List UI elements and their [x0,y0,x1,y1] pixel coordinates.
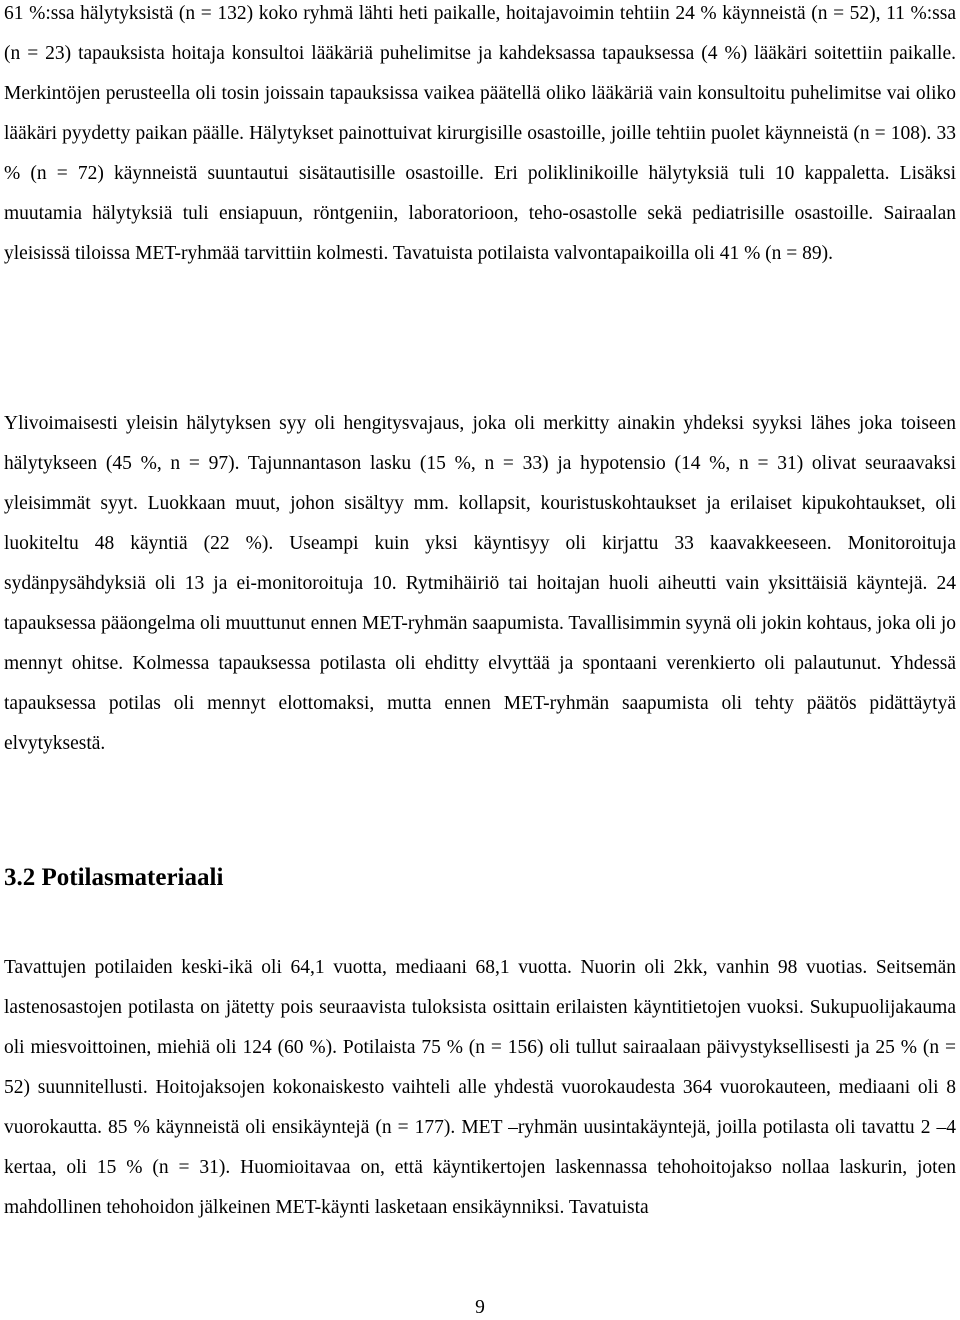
paragraph-patient-material: Tavattujen potilaiden keski-ikä oli 64,1 vuotta, mediaani 68,1 vuotta. Nuorin oli 2kk, vanhin 98 vuotias. Seitsemän lastenosastojen potilasta on jätetty pois seuraavista tuloksista osittain erilaisten käyntitietojen vuoksi. Sukupuolijakauma oli miesvoittoinen, miehiä oli 124 (60 %). Potilaista 75 % (n = 156) oli tullut sairaalaan päivystyksellisesti ja 25 % (n = 52) suunnitellusti. Hoitojaksojen kokonaiskesto vaihteli alle yhdestä vuorokaudesta 364 vuorokauteen, mediaani oli 8 vuorokautta. 85 % käynneistä oli ensikäyntejä (n = 177). MET –ryhmän uusintakäyntejä, joilla potilasta oli tavattu 2 –4 kertaa, oli 15 % (n = 31). Huomioitavaa on, että käyntikertojen laskennassa tehohoitojakso nollaa laskurin, joten mahdollinen tehohoidon jälkeinen MET-käynti lasketaan ensikäynniksi. Tavatuista [4,957,956,1218]
paragraph-alert-causes: Ylivoimaisesti yleisin hälytyksen syy oli hengitysvajaus, joka oli merkitty ainakin yhdeksi syyksi lähes joka toiseen hälytykseen (45 %, n = 97). Tajunnantason lasku (15 %, n = 33) ja hypotensio (14 %, n = 31) olivat seuraavaksi yleisimmät syyt. Luokkaan muut, johon sisältyy mm. kollapsit, kouristuskohtaukset ja erilaiset kipukohtaukset, oli luokiteltu 48 käyntiä (22 %). Useampi kuin yksi käyntisyy oli kirjattu 33 kaavakkeeseen. Monitoroituja sydänpysähdyksiä oli 13 ja ei-monitoroituja 10. Rytmihäiriö tai hoitajan huoli aiheutti vain yksittäisiä käyntejä. 24 tapauksessa pääongelma oli muuttunut ennen MET-ryhmän saapumista. Tavallisimmin syynä oli jokin kohtaus, joka oli jo mennyt ohitse. Kolmessa tapauksessa potilasta oli ehditty elvyttää ja spontaani verenkierto oli palautunut. Yhdessä tapauksessa potilas oli mennyt elottomaksi, mutta ennen MET-ryhmän saapumista oli tehty päätös pidättäytyä elvytyksestä. [4,413,956,754]
page-number: 9 [475,1297,485,1318]
paragraph-alert-response: 61 %:ssa hälytyksistä (n = 132) koko ryhmä lähti heti paikalle, hoitajavoimin tehtiin 24 % käynneistä (n = 52), 11 %:ssa (n = 23) tapauksista hoitaja konsultoi lääkäriä puhelimitse ja kahdeksassa tapauksessa (4 %) lääkäri soitettiin paikalle. Merkintöjen perusteella oli tosin joissain tapauksissa vaikea päätellä oliko lääkäriä vain konsultoitu puhelimitse vai oliko lääkäri pyydetty paikan päälle. Hälytykset painottuivat kirurgisille osastoille, joille tehtiin puolet käynneistä (n = 108). 33 % (n = 72) käynneistä suuntautui sisätautisille osastoille. Eri poliklinikoille hälytyksiä tuli 10 kappaletta. Lisäksi muutamia hälytyksiä tuli ensiapuun, röntgeniin, laboratorioon, teho-osastolle sekä pediatrisille osastoille. Sairaalan yleisissä tiloissa MET-ryhmää tarvittiin kolmesti. Tavatuista potilaista valvontapaikoilla oli 41 % (n = 89). [4,3,956,264]
section-heading: 3.2 Potilasmateriaali [4,864,224,891]
